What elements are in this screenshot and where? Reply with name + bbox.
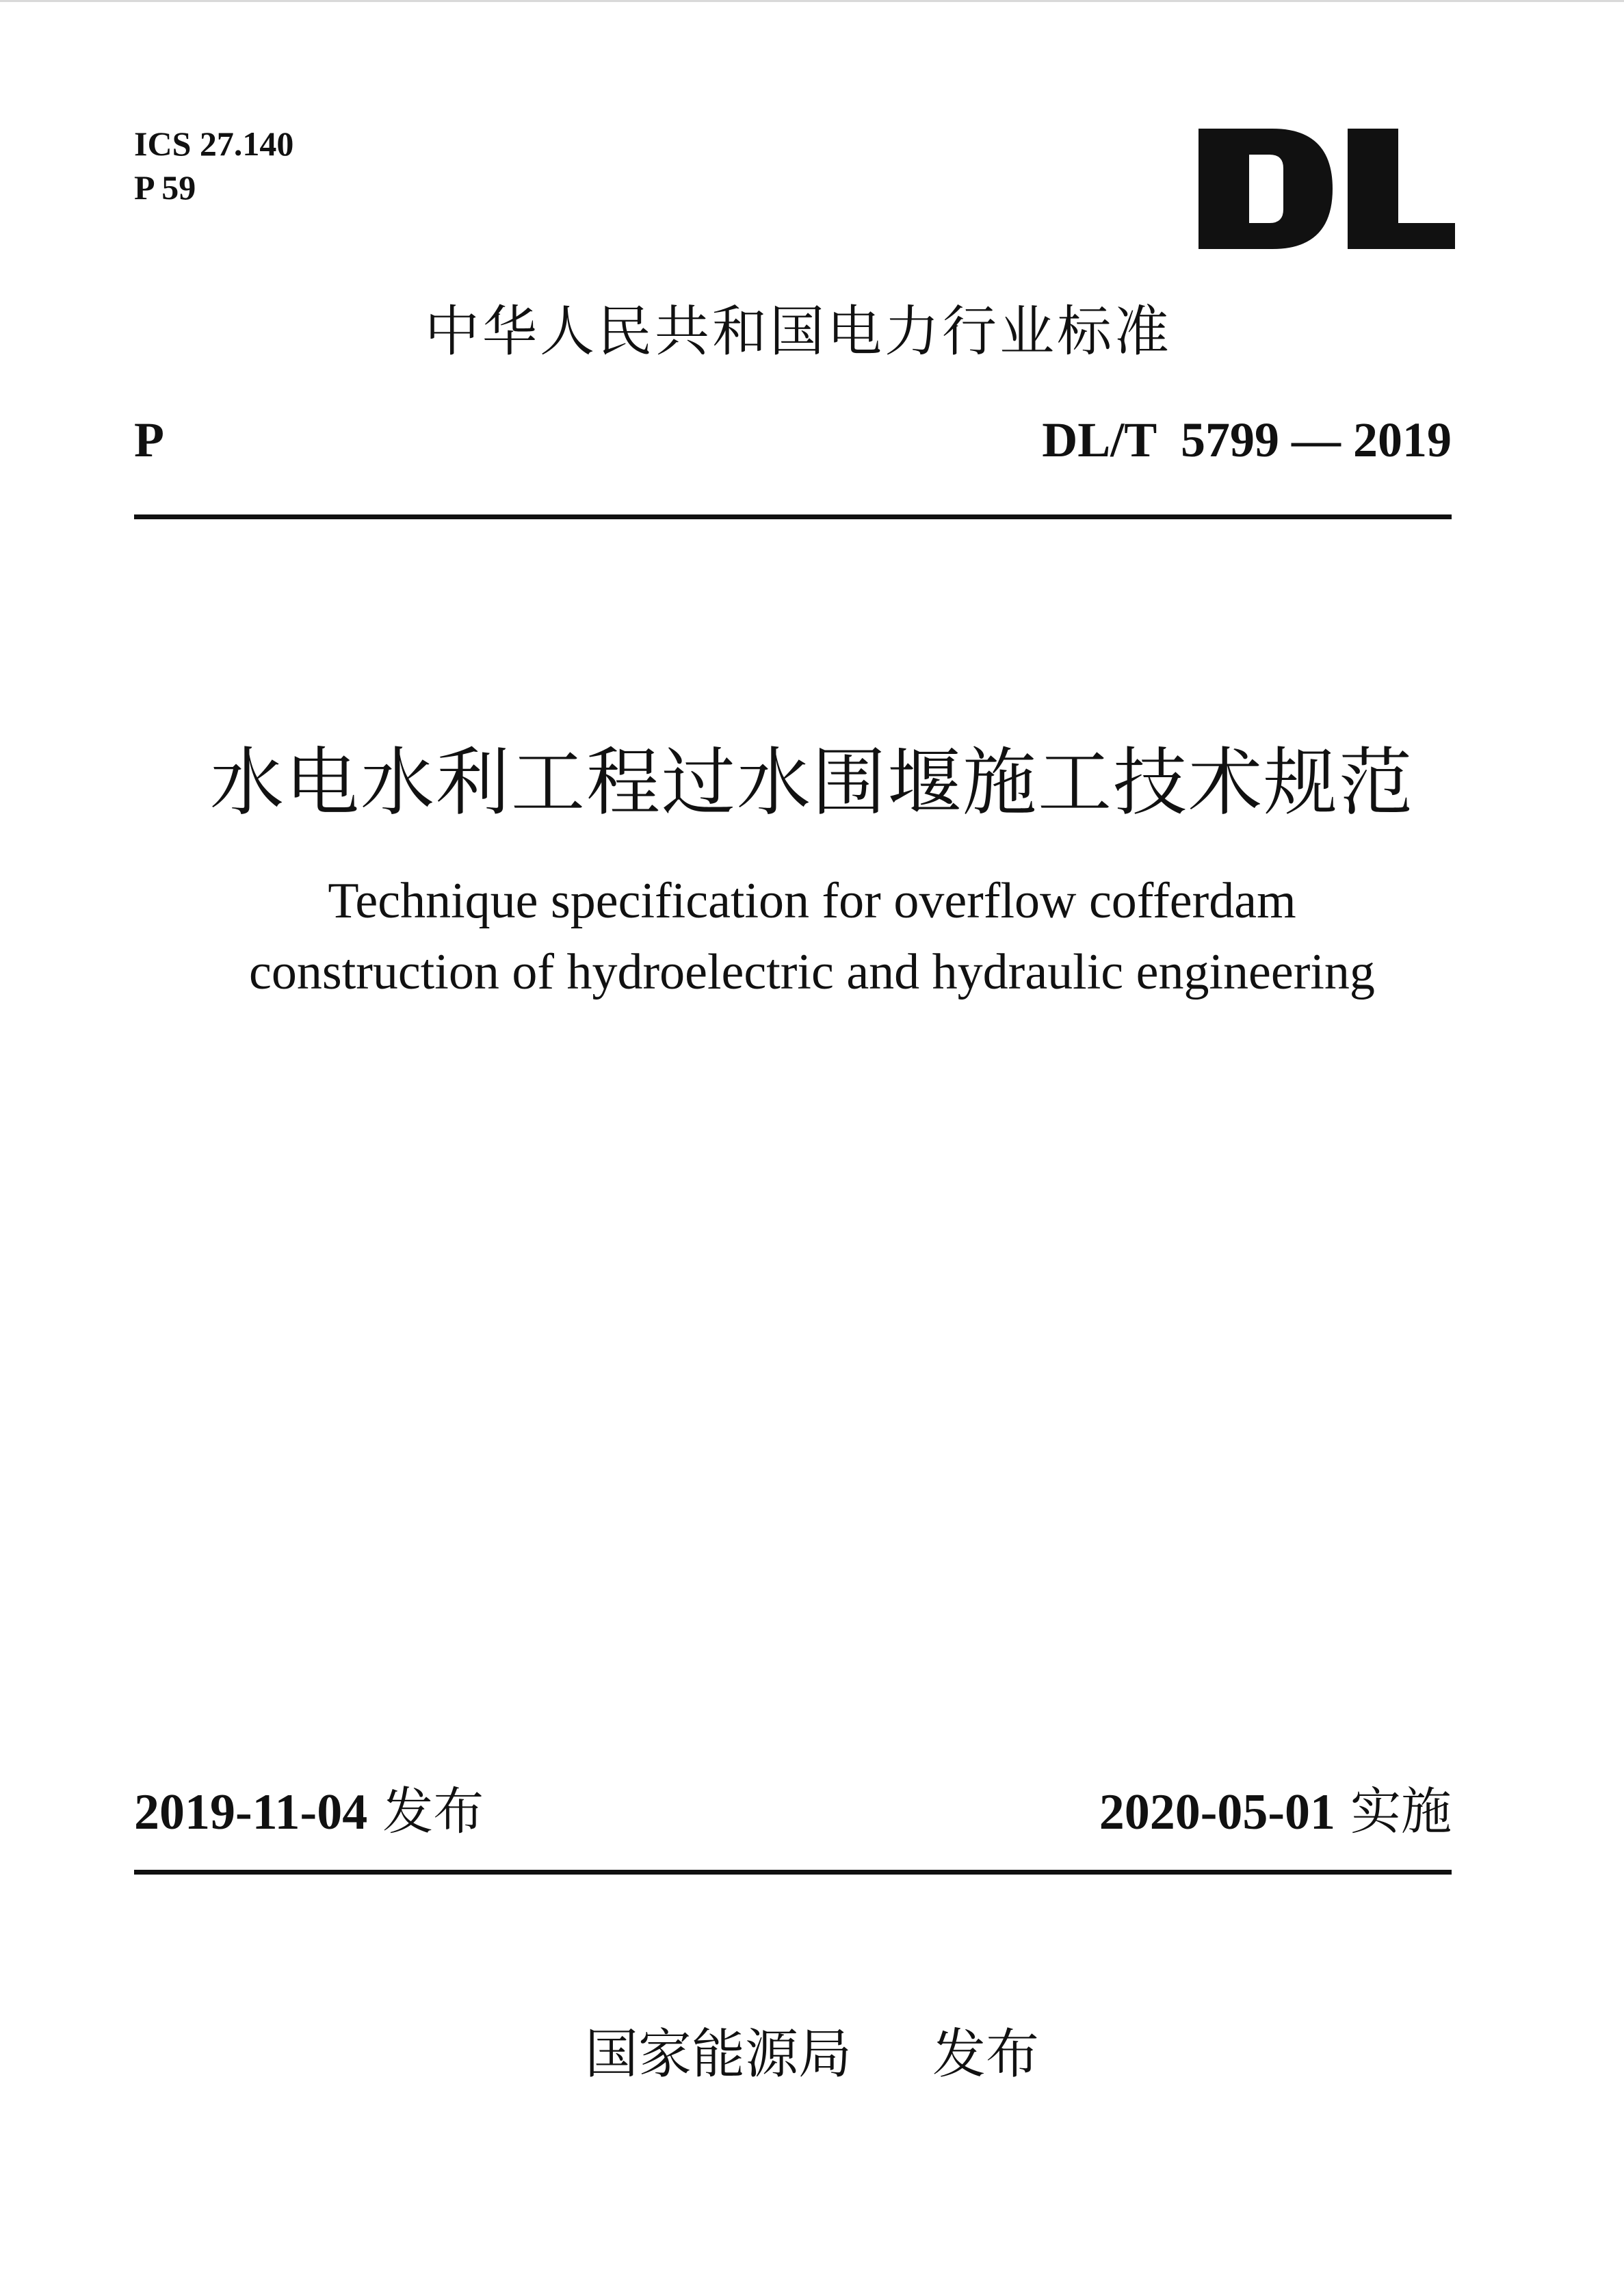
issue-label: 发布 [382, 1782, 484, 1841]
divider-top [134, 514, 1452, 519]
category-letter: P [134, 413, 164, 467]
ics-code: ICS 27.140 [134, 125, 294, 163]
classification-block [134, 122, 293, 209]
dl-logo-letter-l [1348, 129, 1455, 249]
implementation-date: 2020-05-01 [1099, 1784, 1335, 1840]
issue-date-block [134, 1777, 484, 1847]
divider-bottom [134, 1870, 1452, 1875]
standard-type-title [0, 294, 1624, 369]
dl-logo-letter-d [1199, 129, 1333, 249]
document-title-en-line2: construction of hydroelectric and hydraulic engineering [249, 944, 1375, 1000]
implementation-date-block [1099, 1777, 1452, 1847]
document-title-cn: 水电水利工程过水围堰施工技术规范 [209, 740, 1414, 826]
document-title-en [0, 865, 1624, 1008]
publisher-name: 国家能源局 [584, 2024, 852, 2085]
implementation-label: 实施 [1350, 1782, 1452, 1841]
publish-label: 发布 [932, 2024, 1040, 2085]
document-title-en-line1: Technique specification for overflow cofferdam [328, 873, 1296, 929]
scan-edge-line [0, 0, 1624, 2]
issue-date: 2019-11-04 [134, 1784, 368, 1840]
publisher-line [0, 2017, 1624, 2092]
standard-code: DL/T 5799 — 2019 [1042, 413, 1452, 467]
dl-logo [1199, 129, 1455, 249]
ccs-code: P 59 [134, 168, 196, 207]
standard-type-text: 中华人民共和国电力行业标准 [425, 300, 1172, 363]
